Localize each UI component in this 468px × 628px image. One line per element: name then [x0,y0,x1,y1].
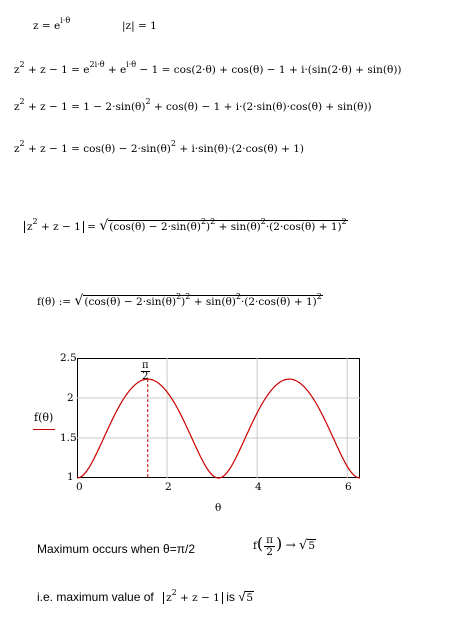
expansion-line-2 [14,97,372,113]
plot-xlabel: θ [215,502,222,514]
conc-sup: 2 [171,588,177,597]
expansion-line-1 [14,60,402,76]
mod-z: z [27,221,33,233]
mod-sup-c: 2 [260,217,266,226]
conclusion-result: 5 [246,592,254,604]
conc-z: z [166,592,172,604]
max-eval-num: π [266,533,274,546]
line3-lhs: + z − 1 = 1 − 2·sin(θ) [24,101,146,113]
line4-rhs: + i·sin(θ)·(2·cos(θ) + 1) [176,143,304,155]
line3-sup: 2 [19,97,25,106]
mod-inner1-close: ) [206,221,211,233]
y-tick-2: 2 [67,392,74,404]
max-eval-den: 2 [266,545,273,558]
mod-inner3: ·(2·cos(θ) + 1) [265,221,342,233]
x-tick-4: 4 [255,481,262,493]
line3-z: z [14,101,20,113]
sqrt-icon: √ [299,538,308,553]
line2-z: z [14,64,20,76]
f-def-radicand [83,292,323,308]
z-definition [33,16,71,32]
f-inner1: (cos(θ) − 2·sin(θ) [84,296,177,308]
sqrt-icon: √ [238,589,246,604]
arrow-icon: → [285,538,296,552]
max-eval-fn: f [253,540,257,552]
x-tick-2: 2 [165,481,172,493]
max-evaluation: f( $\frac{\pi}{2}$ ) → √5 [253,533,316,558]
plot-ylabel: f(θ) [34,411,54,424]
mod-lhs: + z − 1 [37,221,81,233]
mod-equals: = [87,221,96,233]
line4-z: z [14,143,20,155]
line2-rhs: − 1 = cos(2·θ) + cos(θ) − 1 + i·(sin(2·θ) + sin(θ)) [136,64,402,76]
max-eval-fraction [264,535,275,558]
max-statement: Maximum occurs when θ=π/2 [37,542,196,556]
f-def-lhs: f(θ) := [37,296,72,308]
conclusion [37,589,254,604]
f-sup-a: 2 [176,292,182,301]
plot-area [77,358,360,479]
mod-sup-b: 2 [210,217,216,226]
mod-z-sup: 2 [32,217,38,226]
marker-label-den: 2 [142,371,149,382]
x-tick-6: 6 [345,481,352,493]
line4-sup2: 2 [170,139,176,148]
f-inner3: ·(2·cos(θ) + 1) [240,296,317,308]
f-sup-c: 2 [235,292,241,301]
line4-sup: 2 [19,139,25,148]
y-tick-2.5: 2.5 [60,352,77,364]
mod-radicand [108,217,348,233]
z-def-text: z = e [33,20,61,32]
conclusion-prefix: i.e. maximum value of [37,590,154,604]
mod-inner1: (cos(θ) − 2·sin(θ) [109,221,201,233]
mod-sup-d: 2 [341,217,347,226]
sqrt-icon: √ [74,293,84,309]
max-eval-result: 5 [308,540,316,552]
z-def-exponent: i·θ [60,16,71,25]
x-tick-0: 0 [76,481,83,493]
mod-inner2: + sin(θ) [215,221,261,233]
line2-mid: + e [104,64,127,76]
f-inner1-close: ) [181,296,186,308]
f-sup-b: 2 [185,292,191,301]
modulus-bars [24,217,84,233]
y-tick-1: 1 [67,471,74,483]
plot-legend-line [33,429,55,430]
line2-sup: 2 [19,60,25,69]
marker-label-num: π [142,360,149,371]
marker-label [141,361,150,382]
line4-lhs: + z − 1 = cos(θ) − 2·sin(θ) [24,143,171,155]
conclusion-is: is [226,590,235,604]
line3-sup2: 2 [145,97,151,106]
line2-lhs: + z − 1 = e [24,64,90,76]
y-tick-1.5: 1.5 [60,432,77,444]
conclusion-modulus [163,588,223,604]
mod-sup-a: 2 [200,217,207,226]
line2-exp2: i·θ [126,60,137,69]
line3-rhs: + cos(θ) − 1 + i·(2·sin(θ)·cos(θ) + sin(θ)) [150,101,372,113]
modulus-equation [24,218,348,234]
f-inner2: + sin(θ) [190,296,236,308]
plot-border [78,359,360,478]
line2-exp1: 2i·θ [89,60,105,69]
f-sup-d: 2 [316,292,322,301]
modulus-condition: |z| = 1 [122,20,157,32]
f-definition [37,293,323,309]
sqrt-icon: √ [99,218,109,234]
expansion-line-3 [14,139,304,155]
conc-expr: + z − 1 [176,592,220,604]
